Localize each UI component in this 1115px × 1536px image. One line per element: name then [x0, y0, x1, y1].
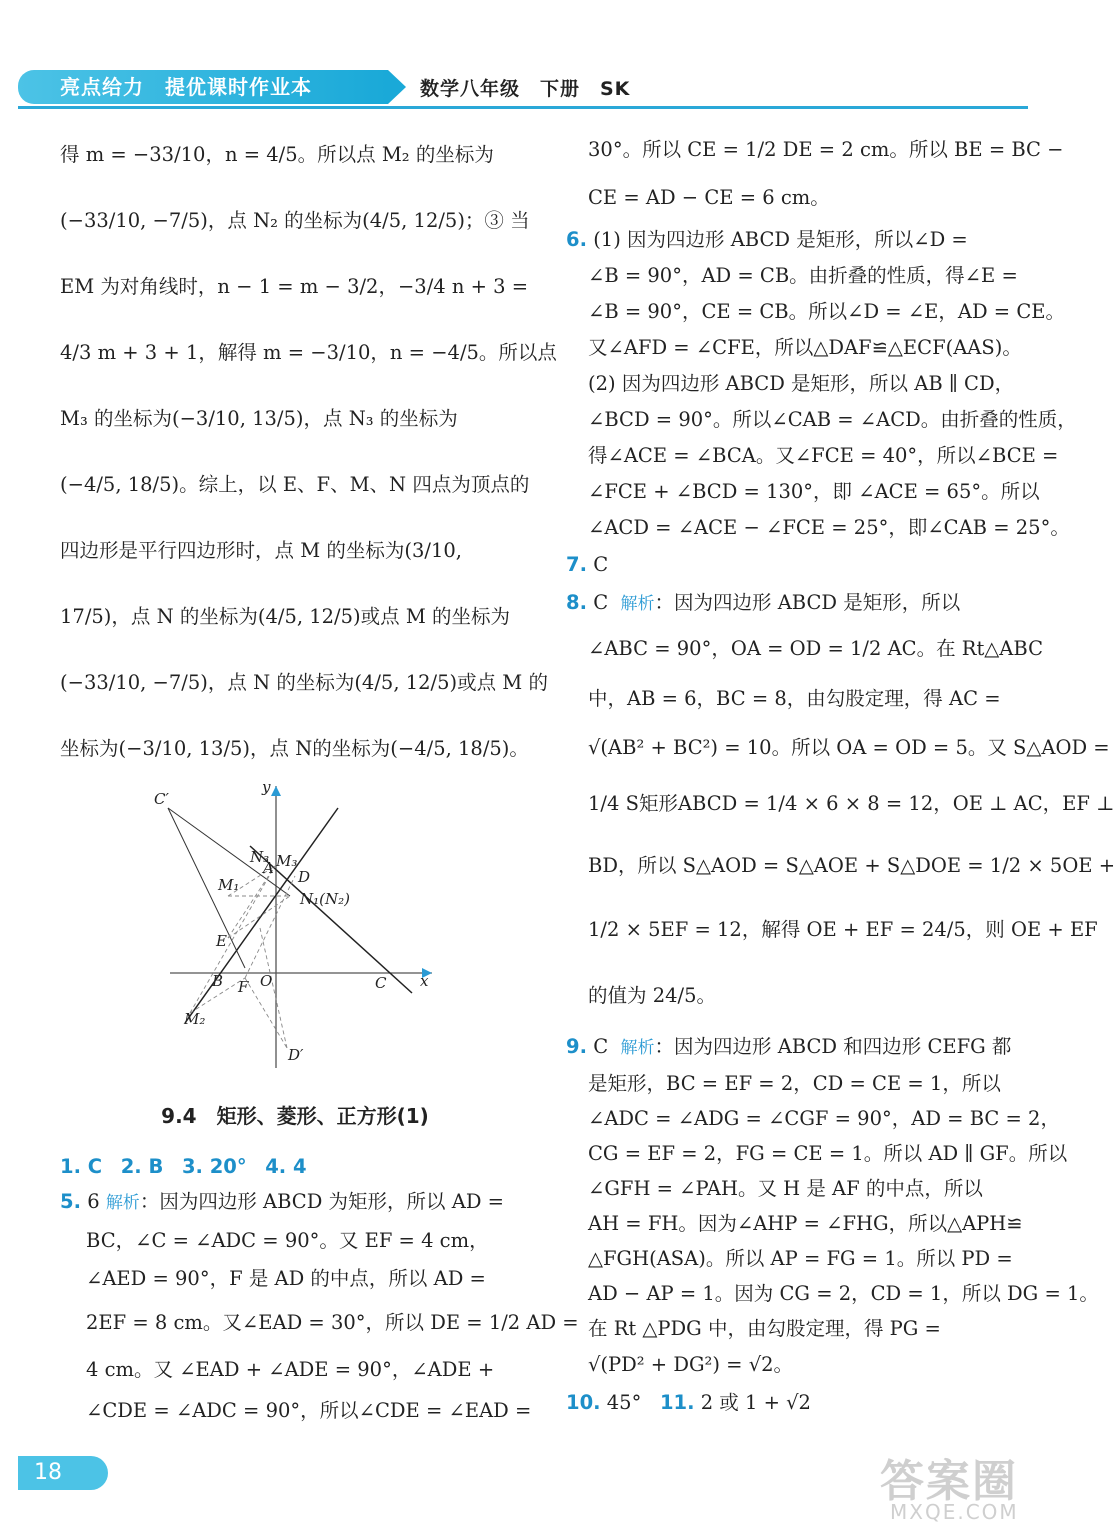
label-m1: M₁ [218, 876, 240, 894]
q6-line: ∠B = 90°，CE = CB。所以∠D = ∠E，AD = CE。 [588, 300, 1065, 323]
q9-line: ∠GFH = ∠PAH。又 H 是 AF 的中点，所以 [588, 1177, 983, 1200]
q5-line: 4 cm。又 ∠EAD + ∠ADE = 90°，∠ADE + [86, 1358, 495, 1381]
q8-line: 1/4 S矩形ABCD = 1/4 × 6 × 8 = 12，OE ⊥ AC，EF ⊥ [588, 792, 1115, 815]
q9-line: △FGH(ASA)。所以 AP = FG = 1。所以 PD = [588, 1247, 1013, 1270]
line-bd [185, 808, 338, 1023]
right-column [566, 122, 1115, 1422]
label-e: E [216, 932, 227, 950]
label-y: y [262, 778, 271, 796]
construction-lines [190, 866, 295, 1048]
q9-line: CG = EF = 2，FG = CE = 1。所以 AD ∥ GF。所以 [588, 1142, 1068, 1165]
q9-line: 是矩形，BC = EF = 2，CD = CE = 1，所以 [588, 1072, 1001, 1095]
answer-1: 1. C [60, 1155, 103, 1178]
answers-left [60, 1150, 579, 1430]
q11-answer: 2 或 1 + √2 [700, 1391, 811, 1414]
text-line: 4/3 m + 3 + 1，解得 m = −3/10，n = −4/5。所以点 [60, 341, 557, 364]
q8-first-line [566, 584, 1026, 623]
label-d-prime: D′ [288, 1046, 304, 1064]
q6-number: 6. [566, 228, 587, 251]
q10-number: 10. [566, 1391, 601, 1414]
text-line: 30°。所以 CE = 1/2 DE = 2 cm。所以 BE = BC − [588, 138, 1064, 161]
subject-title: 数学八年级 下册 SK [420, 78, 631, 100]
y-axis-arrow [271, 786, 281, 796]
q5-line: ：因为四边形 ABCD 为矩形，所以 AD = [139, 1190, 504, 1213]
q5-analysis-tag: 解析 [105, 1193, 140, 1213]
text-line: M₃ 的坐标为(−3/10, 13/5)，点 N₃ 的坐标为 [60, 407, 458, 430]
q9-line: ：因为四边形 ABCD 和四边形 CEFG 都 [654, 1035, 1012, 1058]
label-o: O [260, 972, 273, 990]
q9-first-line [566, 1029, 1026, 1066]
q5-line: 2EF = 8 cm。又∠EAD = 30°，所以 DE = 1/2 AD = [86, 1311, 579, 1334]
line-ac [250, 846, 412, 993]
q8-number: 8. [566, 591, 587, 614]
q11-number: 11. [659, 1391, 695, 1414]
q8-line: 的值为 24/5。 [588, 984, 716, 1007]
label-m3: M₃ [276, 852, 298, 870]
q6-line: ∠FCE + ∠BCD = 130°，即 ∠ACE = 65°。所以 [588, 480, 1040, 503]
label-c-prime: C′ [154, 790, 169, 808]
text-line: 坐标为(−3/10, 13/5)，点 N的坐标为(−4/5, 18/5)。 [60, 737, 529, 760]
page-number: 18 [18, 1456, 108, 1490]
text-line: CE = AD − CE = 6 cm。 [588, 186, 830, 209]
left-column [60, 122, 557, 782]
label-c: C [375, 974, 387, 992]
page-header [0, 68, 1050, 108]
q9-analysis-tag: 解析 [620, 1038, 655, 1058]
q9-answer: C [593, 1035, 609, 1058]
q5-line: ∠AED = 90°，F 是 AD 的中点，所以 AD = [86, 1267, 486, 1290]
q10-answer: 45° [606, 1391, 642, 1414]
q5-line: BC，∠C = ∠ADC = 90°。又 EF = 4 cm， [86, 1229, 489, 1252]
label-n1n2: N₁(N₂) [300, 890, 350, 908]
text-line: 四边形是平行四边形时，点 M 的坐标为(3/10, [60, 539, 462, 562]
label-m2: M₂ [184, 1010, 206, 1028]
q6-first-line [566, 222, 1026, 258]
text-line: (−33/10, −7/5)，点 N₂ 的坐标为(4/5, 12/5)；③ 当 [60, 209, 530, 232]
text-line: (−4/5, 18/5)。综上，以 E、F、M、N 四点为顶点的 [60, 473, 530, 496]
q8-line: √(AB² + BC²) = 10。所以 OA = OD = 5。又 S△AOD = [588, 736, 1110, 759]
q9-number: 9. [566, 1035, 587, 1058]
coordinate-figure [150, 778, 440, 1078]
q6-line: (2) 因为四边形 ABCD 是矩形，所以 AB ∥ CD， [588, 372, 1015, 395]
q8-line: 1/2 × 5EF = 12，解得 OE + EF = 24/5，则 OE + EF [588, 918, 1098, 941]
q6-line: ∠BCD = 90°。所以∠CAB = ∠ACD。由折叠的性质， [588, 408, 1077, 431]
label-d: D [298, 868, 311, 886]
watermark-logo: 答案圈 [880, 1456, 1018, 1507]
q6-line: 又∠AFD = ∠CFE，所以△DAF≌△ECF(AAS)。 [588, 336, 1022, 359]
q9-line: √(PD² + DG²) = √2。 [588, 1353, 794, 1376]
q10-q11-line [566, 1384, 1026, 1422]
label-f: F [238, 978, 249, 996]
q6-line: ∠ACD = ∠ACE − ∠FCE = 25°，即∠CAB = 25°。 [588, 516, 1070, 539]
q9-line: 在 Rt △PDG 中，由勾股定理，得 PG = [588, 1317, 941, 1340]
q5-number: 5. [60, 1190, 81, 1213]
q8-line: ∠ABC = 90°，OA = OD = 1/2 AC。在 Rt△ABC [588, 637, 1043, 660]
answers-row-1-4 [60, 1150, 530, 1183]
answer-4: 4. 4 [265, 1155, 307, 1178]
q6-line: 得∠ACE = ∠BCA。又∠FCE = 40°，所以∠BCE = [588, 444, 1059, 467]
text-line: 17/5)，点 N 的坐标为(4/5, 12/5)或点 M 的坐标为 [60, 605, 511, 628]
q8-line: BD，所以 S△AOD = S△AOE + S△DOE = 1/2 × 5OE + [588, 854, 1115, 877]
q6-line: ∠B = 90°，AD = CB。由折叠的性质，得∠E = [588, 264, 1018, 287]
q6-line: (1) 因为四边形 ABCD 是矩形，所以∠D = [593, 228, 968, 251]
q9-line: AH = FH。因为∠AHP = ∠FHG，所以△APH≌ [588, 1212, 1023, 1235]
text-line: EM 为对角线时，n − 1 = m − 3/2，−3/4 n + 3 = [60, 275, 529, 298]
label-x: x [420, 972, 429, 990]
series-title: 亮点给力 提优课时作业本 [18, 70, 388, 104]
label-n3: N₃ [250, 848, 270, 866]
label-b: B [212, 972, 224, 990]
q5-answer: 6 [87, 1190, 100, 1213]
q8-line: ：因为四边形 ABCD 是矩形，所以 [654, 591, 961, 614]
q7-line [566, 546, 1026, 584]
q8-analysis-tag: 解析 [620, 594, 655, 614]
label-a: A [263, 859, 274, 877]
q8-answer: C [593, 591, 609, 614]
header-rule [18, 106, 1028, 109]
section-title: 9.4 矩形、菱形、正方形(1) [161, 1104, 429, 1128]
q5-line: ∠CDE = ∠ADC = 90°，所以∠CDE = ∠EAD = [86, 1399, 532, 1422]
answer-3: 3. 20° [181, 1155, 247, 1178]
q7-number: 7. [566, 553, 587, 576]
q8-line: 中，AB = 6，BC = 8，由勾股定理，得 AC = [588, 687, 1001, 710]
q5-first-line [60, 1183, 530, 1222]
q9-line: ∠ADC = ∠ADG = ∠CGF = 90°，AD = BC = 2， [588, 1107, 1060, 1130]
q9-line: AD − AP = 1。因为 CG = 2，CD = 1，所以 DG = 1。 [588, 1282, 1099, 1305]
q7-answer: C [593, 553, 609, 576]
answer-2: 2. B [120, 1155, 164, 1178]
text-line: (−33/10, −7/5)，点 N 的坐标为(4/5, 12/5)或点 M 的 [60, 671, 548, 694]
text-line: 得 m = −33/10，n = 4/5。所以点 M₂ 的坐标为 [60, 143, 494, 166]
watermark-url: MXQE.COM [890, 1500, 1019, 1524]
